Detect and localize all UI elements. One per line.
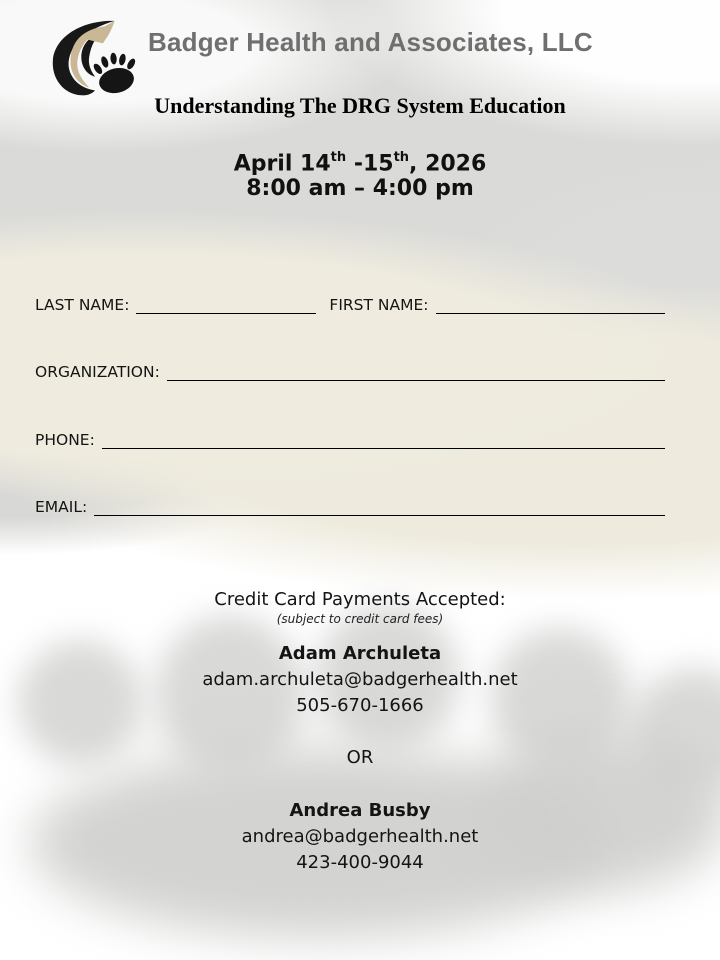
- last-name-label: LAST NAME:: [35, 296, 130, 314]
- first-name-label: FIRST NAME:: [329, 296, 429, 314]
- form-row-email: [35, 498, 665, 516]
- date-superscript: th: [393, 149, 410, 165]
- event-time: 8:00 am – 4:00 pm: [246, 176, 474, 202]
- contact-card: [0, 798, 720, 876]
- event-date: [0, 146, 720, 176]
- contact-phone: 505-670-1666: [296, 695, 424, 716]
- contact-email: adam.archuleta@badgerhealth.net: [202, 669, 518, 690]
- form-row-names: [35, 296, 665, 314]
- payment-fees-note: (subject to credit card fees): [276, 612, 444, 626]
- first-name-blank[interactable]: [436, 299, 666, 314]
- contact-card: [0, 641, 720, 719]
- contact-phone: 423-400-9044: [296, 852, 424, 873]
- contact-name: Andrea Busby: [289, 800, 431, 821]
- form-row-organization: [35, 363, 665, 381]
- company-name: Badger Health and Associates, LLC: [148, 27, 593, 57]
- contact-name: Adam Archuleta: [278, 643, 442, 664]
- organization-label: ORGANIZATION:: [35, 363, 160, 381]
- event-date-time: [0, 146, 720, 201]
- last-name-blank[interactable]: [136, 299, 316, 314]
- date-superscript: th: [330, 149, 347, 165]
- form-row-phone: [35, 431, 665, 449]
- email-blank[interactable]: [94, 501, 665, 516]
- phone-label: PHONE:: [35, 431, 95, 449]
- payment-section: [0, 588, 720, 876]
- or-separator: OR: [346, 747, 374, 768]
- date-text: April 14: [233, 151, 331, 177]
- event-title: Understanding The DRG System Education: [154, 93, 566, 118]
- payment-heading: Credit Card Payments Accepted:: [214, 589, 506, 610]
- date-text: , 2026: [409, 151, 487, 177]
- date-text: -15: [346, 151, 394, 177]
- email-label: EMAIL:: [35, 498, 88, 516]
- organization-blank[interactable]: [167, 366, 665, 381]
- contact-email: andrea@badgerhealth.net: [241, 826, 479, 847]
- phone-blank[interactable]: [102, 434, 665, 449]
